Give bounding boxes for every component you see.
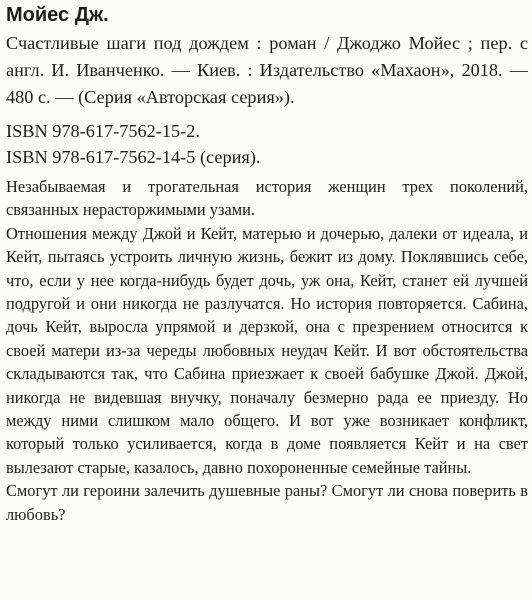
annotation-paragraph-3: Смогут ли героини залечить душевные раны? Смогут ли снова поверить в любовь?	[6, 481, 528, 524]
catalog-record	[6, 0, 528, 600]
isbn-book: ISBN 978-617-7562-15-2.	[6, 121, 200, 141]
annotation-paragraph-2: Отношения между Джой и Кейт, матерью и дочерью, далеки от идеала, и Кейт, пытаясь устроить личную жизнь, бежит из дому. Поклявшись себе, что, если у нее когда-нибудь будет дочь, уж она, Кейт, станет ей лучшей подругой и они никогда не разлучатся. Но история повторяется. Сабина, дочь Кейт, выросла упрямой и дерзкой, она с презрением относится к своей матери из-за череды любовных неудач Кейт. И вот обстоятельства складываются так, что Сабина приезжает к своей бабушке Джой. Джой, никогда не видевшая внучку, поначалу безмерно рада ее приезду. Но между ними слишком мало общего. И вот уже возникает конфликт, который только усиливается, когда в доме появляется Кейт и на свет вылезают старые, казалось, давно похороненные семейные тайны.	[6, 223, 528, 477]
annotation-paragraph-1: Незабываемая и трогательная история женщин трех поколений, связанных нерасторжимыми узами.	[6, 177, 528, 220]
annotation	[6, 175, 528, 526]
isbn-series: ISBN 978-617-7562-14-5 (серия).	[6, 147, 261, 167]
author-heading: Мойес Дж.	[6, 4, 109, 26]
bibliographic-description: Счастливые шаги под дождем : роман / Джоджо Мойес ; пер. с англ. И. Иванченко. — Киев. : Издательство «Махаон», 2018. — 480 с. — (Серия «Авторская серия»).	[6, 33, 528, 107]
